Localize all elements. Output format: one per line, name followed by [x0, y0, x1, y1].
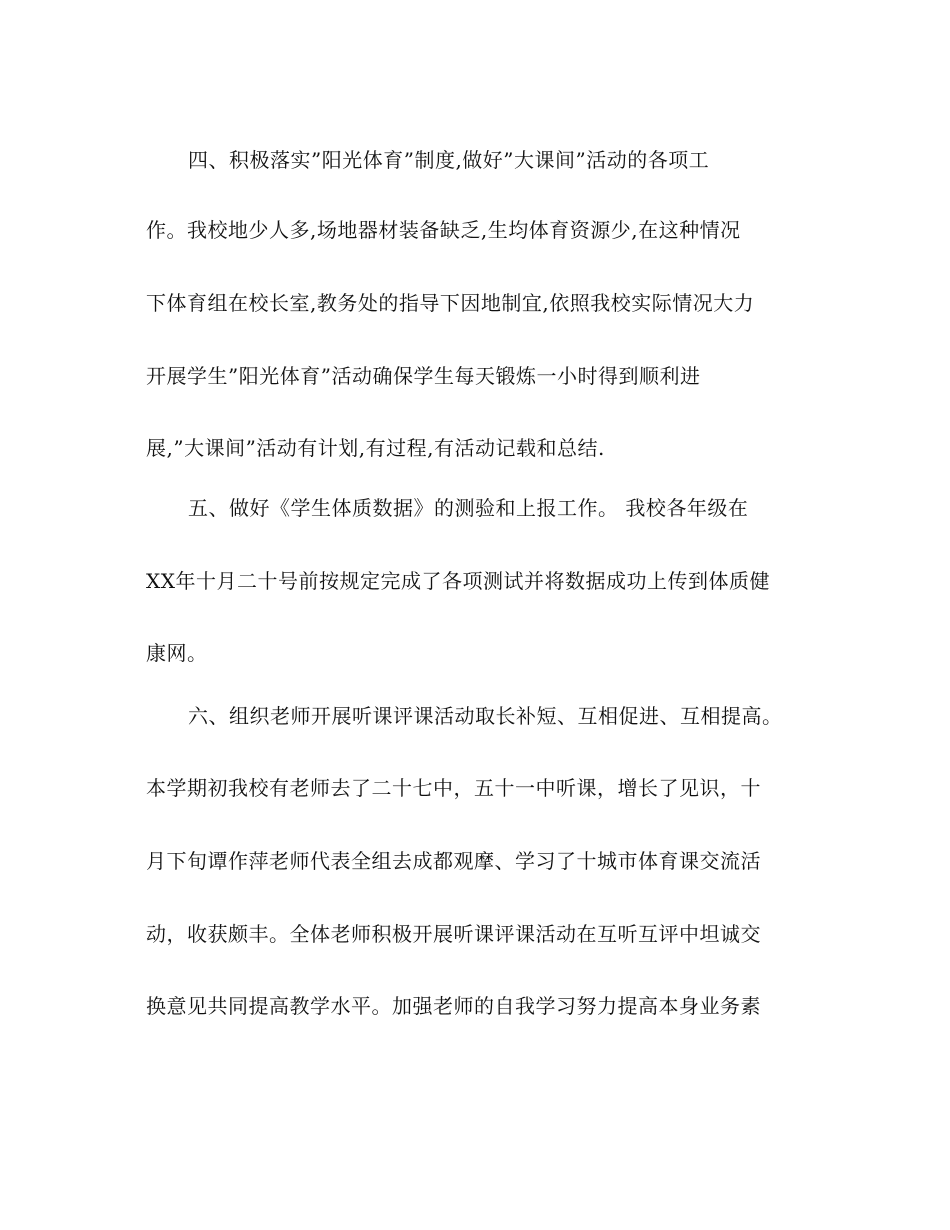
- paragraph-4-line-5: 展,”大课间”活动有计划,有过程,有活动记载和总结.: [146, 436, 605, 460]
- paragraph-6-line-5: 换意见共同提高教学水平。加强老师的自我学习努力提高本身业务素: [146, 994, 761, 1018]
- paragraph-6-line-4: 动，收获颇丰。全体老师积极开展听课评课活动在互听互评中坦诚交: [146, 922, 761, 946]
- paragraph-6-line-1: 六、组织老师开展听课评课活动取长补短、互相促进、互相提高。: [188, 704, 783, 728]
- paragraph-4-line-1: 四、积极落实”阳光体育”制度,做好”大课间”活动的各项工: [188, 148, 710, 172]
- paragraph-4-line-2: 作。我校地少人多,场地器材装备缺乏,生均体育资源少,在这种情况: [146, 218, 741, 242]
- paragraph-4-line-4: 开展学生”阳光体育”活动确保学生每天锻炼一小时得到顺利进: [146, 364, 701, 388]
- paragraph-5-line-1: 五、做好《学生体质数据》的测验和上报工作。 我校各年级在: [188, 496, 749, 520]
- paragraph-5-line-3: 康网。: [146, 641, 208, 665]
- paragraph-6-line-3: 月下旬谭作萍老师代表全组去成都观摩、学习了十城市体育课交流活: [146, 849, 761, 873]
- paragraph-6-line-2: 本学期初我校有老师去了二十七中，五十一中听课，增长了见识，十: [146, 776, 761, 800]
- paragraph-4-line-3: 下体育组在校长室,教务处的指导下因地制宜,依照我校实际情况大力: [146, 291, 755, 315]
- paragraph-5-line-2: XX年十月二十号前按规定完成了各项测试并将数据成功上传到体质健: [146, 569, 770, 593]
